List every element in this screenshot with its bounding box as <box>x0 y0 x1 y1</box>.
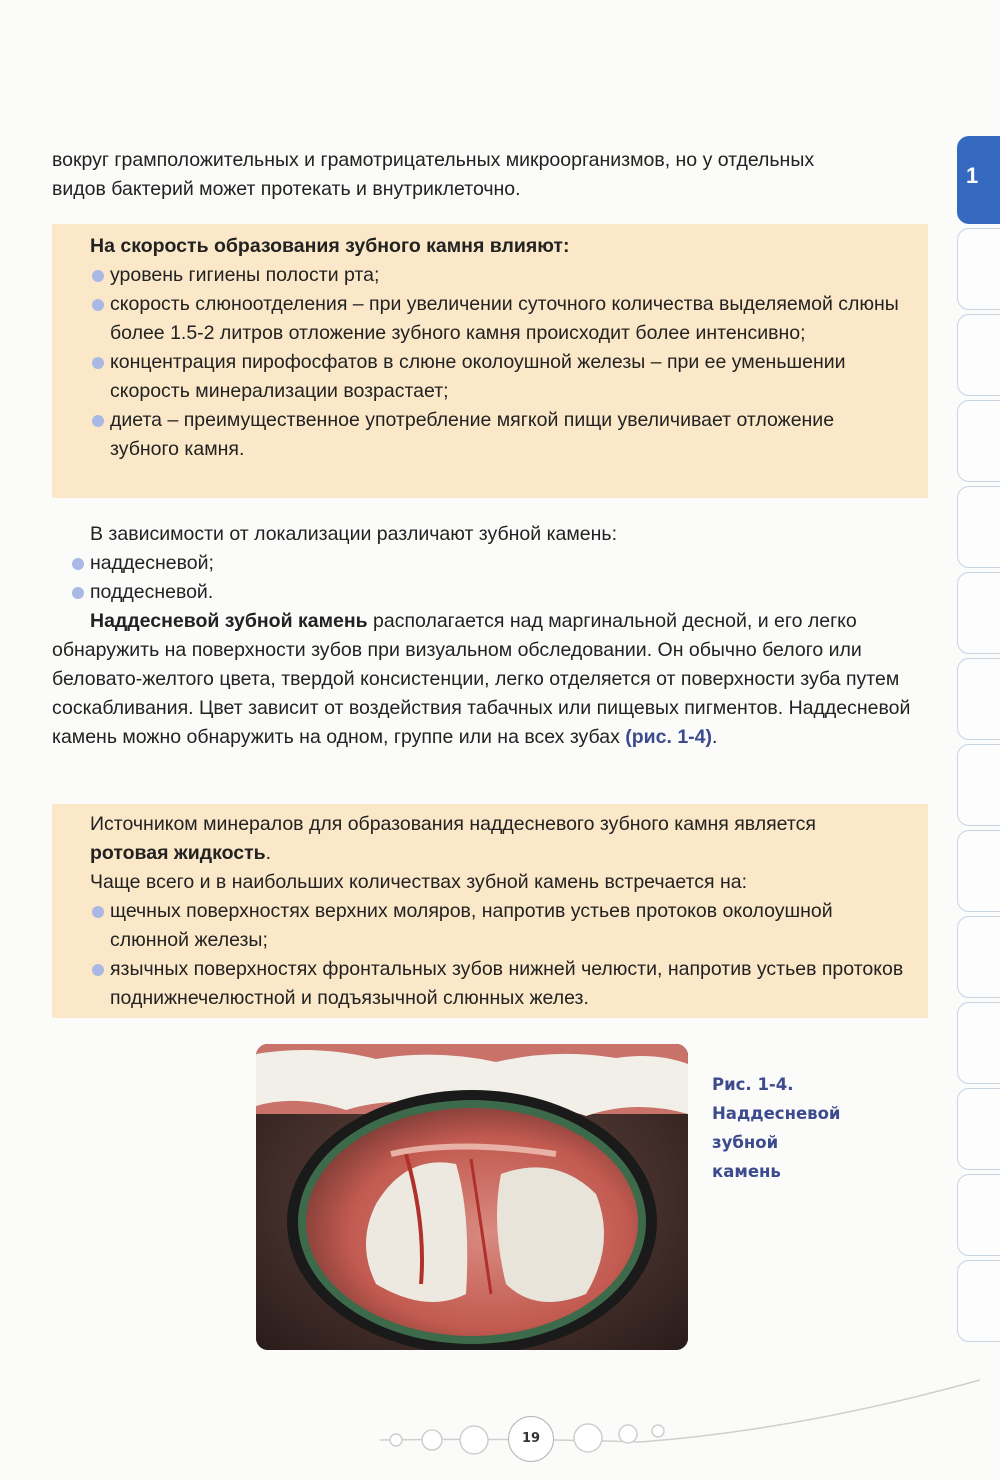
chapter-tab[interactable] <box>957 1260 1000 1342</box>
figure-caption <box>712 1070 892 1186</box>
bullet-icon <box>92 906 104 918</box>
chapter-tab[interactable] <box>957 658 1000 740</box>
chapter-tab[interactable] <box>957 744 1000 826</box>
chapter-tab[interactable] <box>957 1002 1000 1084</box>
list-item: скорость слюноотделения – при увеличении суточного количества выделяемой слюны более 1.5-2 литров отложение зубного камня происходит более интенсивно; <box>90 290 908 348</box>
caption-line: Рис. 1-4. <box>712 1075 794 1094</box>
chapter-tab[interactable] <box>957 486 1000 568</box>
chapter-tab[interactable] <box>957 314 1000 396</box>
info-box-sources <box>52 804 928 1018</box>
bullet-icon <box>72 587 84 599</box>
list-item: концентрация пирофосфатов в слюне околоушной железы – при ее уменьшении скорость минерализации возрастает; <box>90 348 908 406</box>
list-item: наддесневой; <box>70 549 930 578</box>
list-item: уровень гигиены полости рта; <box>90 261 908 290</box>
list-item: щечных поверхностях верхних моляров, напротив устьев протоков околоушной слюнной железы; <box>90 897 908 955</box>
chapter-tab[interactable] <box>957 916 1000 998</box>
bullet-icon <box>72 558 84 570</box>
bullet-icon <box>92 964 104 976</box>
bullet-icon <box>92 270 104 282</box>
chapter-tab[interactable] <box>957 1088 1000 1170</box>
caption-line: зубной <box>712 1133 779 1152</box>
chapter-tab[interactable] <box>957 228 1000 310</box>
list-item: язычных поверхностях фронтальных зубов нижней челюсти, напротив устьев протоков поднижнечелюстной и подъязычной слюнных желез. <box>90 955 908 1013</box>
intro-line: вокруг грамположительных и грамотрицательных микроорганизмов, но у отдельных <box>52 149 815 171</box>
body-paragraph: Наддесневой зубной камень располагается над маргинальной десной, и его легко обнаружить на поверхности зубов при визуальном обследовании. Он обычно белого или беловато-желтого цвета, твердой консистенции, легко отделяется от поверхности зуба путем соскабливания. Цвет зависит от воздействия табачных или пищевых пигментов. Наддесневой камень можно обнаружить на одном, группе или на всех зубах (рис. 1-4). <box>52 610 911 748</box>
chapter-tab[interactable] <box>957 830 1000 912</box>
chapter-tab[interactable] <box>957 400 1000 482</box>
term-bold: Наддесневой зубной камень <box>90 610 368 632</box>
list-item: поддесневой. <box>70 578 930 607</box>
box-heading: На скорость образования зубного камня влияют: <box>90 235 570 257</box>
chapter-number: 1 <box>966 163 979 188</box>
page-number: 19 <box>508 1416 554 1462</box>
box-text: Чаще всего и в наибольших количествах зубной камень встречается на: <box>90 871 748 893</box>
classification <box>52 520 930 607</box>
intro-text <box>52 146 930 204</box>
chapter-tab[interactable] <box>957 1174 1000 1256</box>
classification-lead: В зависимости от локализации различают зубной камень: <box>90 523 617 545</box>
caption-line: камень <box>712 1162 781 1181</box>
chapter-tab-active[interactable] <box>957 136 1000 224</box>
list-item: диета – преимущественное употребление мягкой пищи увеличивает отложение зубного камня. <box>90 406 908 464</box>
bullet-icon <box>92 415 104 427</box>
chapter-tab[interactable] <box>957 572 1000 654</box>
footer-decoration <box>0 1370 1000 1480</box>
bullet-icon <box>92 357 104 369</box>
info-box-factors <box>52 224 928 498</box>
bullet-icon <box>92 299 104 311</box>
intro-line: видов бактерий может протекать и внутриклеточно. <box>52 178 521 200</box>
box-text: Источником минералов для образования наддесневого зубного камня является ротовая жидкость. <box>90 813 816 864</box>
caption-line: Наддесневой <box>712 1104 841 1123</box>
figure-reference[interactable]: (рис. 1-4) <box>625 726 713 748</box>
dental-photo-illustration <box>256 1044 688 1350</box>
figure-photo <box>256 1044 688 1350</box>
